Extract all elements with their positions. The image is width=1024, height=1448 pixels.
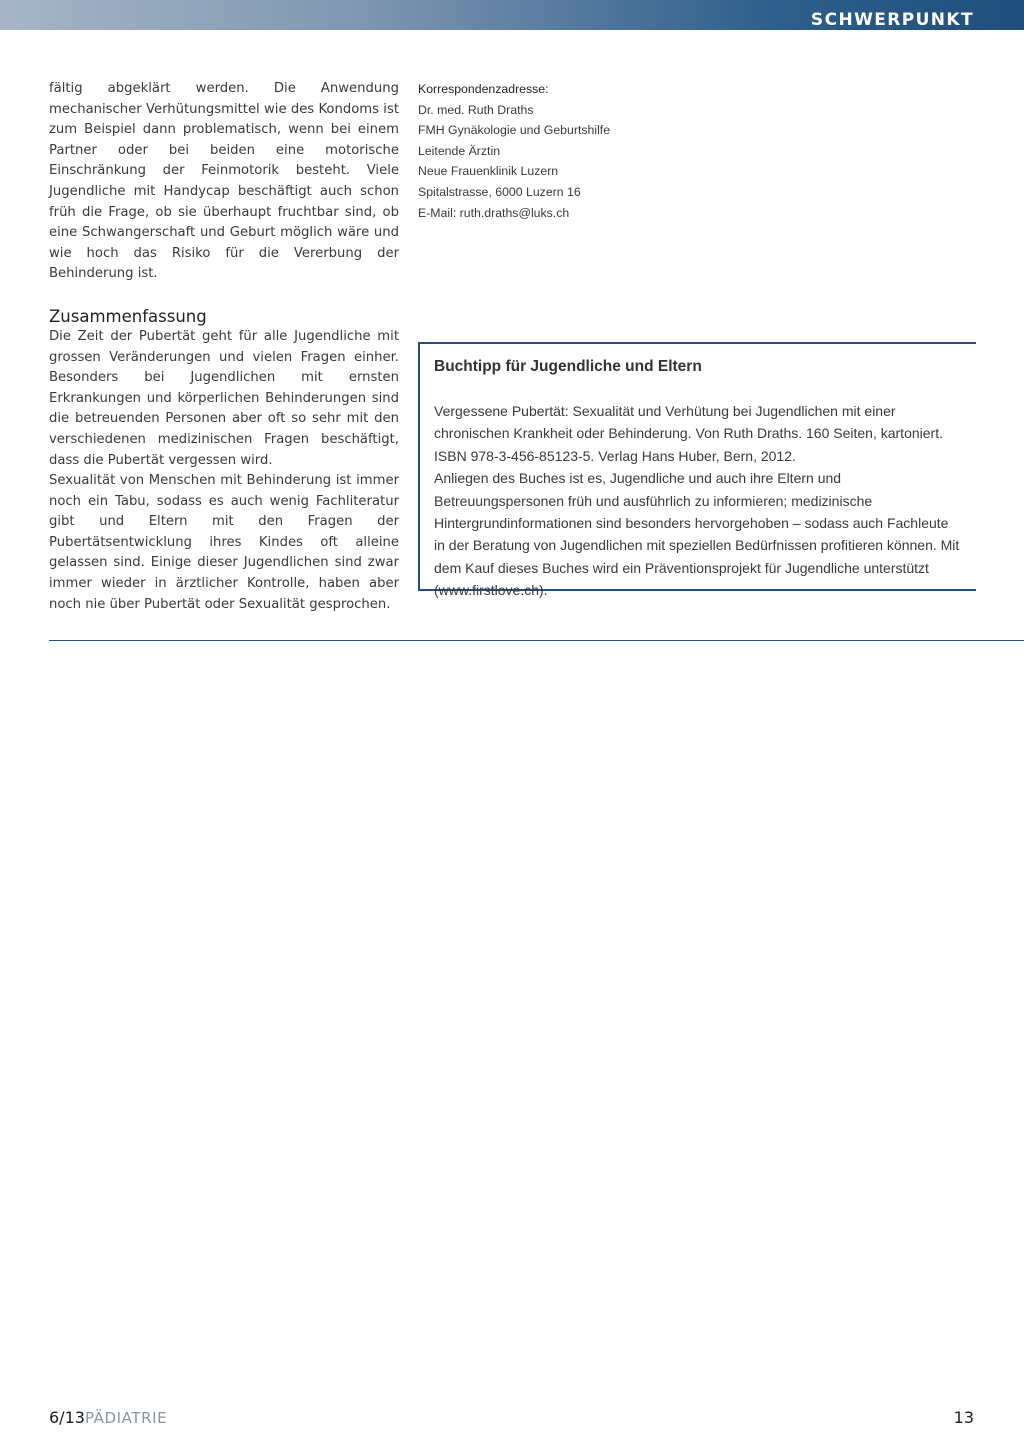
book-tip-title: Buchtipp für Jugendliche und Eltern	[434, 358, 702, 375]
address-line: Neue Frauenklinik Luzern	[418, 164, 559, 179]
horizontal-rule	[49, 640, 1024, 641]
article-paragraph: Die Zeit der Pubertät geht für alle Jugendliche mit grossen Veränderungen und vielen Fragen einher. Besonders bei Jugendlichen mit ernsten Erkrankungen und körperlichen Behinderungen sind die betreuenden Personen aber oft so sehr mit den verschiedenen medizinischen Fragen beschäftigt, dass die Pubertät vergessen wird.	[49, 328, 399, 468]
section-heading: Zusammenfassung	[49, 306, 207, 326]
email-line: E-Mail: ruth.draths@luks.ch	[418, 205, 570, 220]
correspondence-label: Korrespondenzadresse:	[418, 82, 549, 96]
magazine-name: PÄDIATRIE	[84, 1409, 168, 1427]
header-bar	[0, 0, 1024, 30]
book-tip-paragraph: Anliegen des Buches ist es, Jugendliche und auch ihre Eltern und Betreuungspersonen früh und ausführlich zu informieren; medizinische Hintergrundinformationen sind besonders hervorgehoben – sodass auch Fachleute in der Beratung von Jugendlichen mit speziellen Bedürfnissen profitieren können. Mit dem Kauf dieses Buches wird ein Präventionsprojekt für Jugendliche unterstützt (www.firstlove.ch).	[434, 470, 960, 599]
article-paragraph: fältig abgeklärt werden. Die Anwendung mechanischer Verhütungsmittel wie des Kondoms ist zum Beispiel dann problematisch, wenn bei einem Partner oder bei beiden eine motorische Einschränkung der Feinmotorik besteht. Viele Jugendliche mit Handycap beschäftigt auch schon früh die Frage, ob sie überhaupt fruchtbar sind, ob eine Schwangerschaft und Geburt möglich wäre und wie hoch das Risiko für die Vererbung der Behinderung ist.	[49, 81, 399, 282]
article-paragraph: Sexualität von Menschen mit Behinderung ist immer noch ein Tabu, sodass es auch wenig Fachliteratur gibt und Eltern mit den Fragen der Pubertätsentwicklung ihres Kindes oft alleine gelassen sind. Einige dieser Jugendlichen sind zwar immer wieder in ärztlicher Kontrolle, haben aber noch nie über Pubertät oder Sexualität gesprochen.	[49, 473, 399, 612]
issue-number: 6/13	[49, 1408, 85, 1427]
book-tip-paragraph: Vergessene Pubertät: Sexualität und Verhütung bei Jugendlichen mit einer chronischen Krankheit oder Behinderung. Von Ruth Draths. 160 Seiten, kartoniert. ISBN 978-3-456-85123-5. Verlag Hans Huber, Bern, 2012.	[434, 403, 943, 464]
address-line: Leitende Ärztin	[418, 143, 501, 158]
address-line: Dr. med. Ruth Draths	[418, 102, 534, 117]
article-column	[49, 79, 399, 615]
correspondence-address	[418, 79, 718, 223]
book-tip-box	[418, 342, 976, 599]
page-number: 13	[953, 1408, 974, 1427]
address-line: FMH Gynäkologie und Geburtshilfe	[418, 123, 611, 138]
footer-issue	[49, 1408, 167, 1428]
address-line: Spitalstrasse, 6000 Luzern 16	[418, 184, 581, 199]
section-title: SCHWERPUNKT	[810, 10, 974, 30]
